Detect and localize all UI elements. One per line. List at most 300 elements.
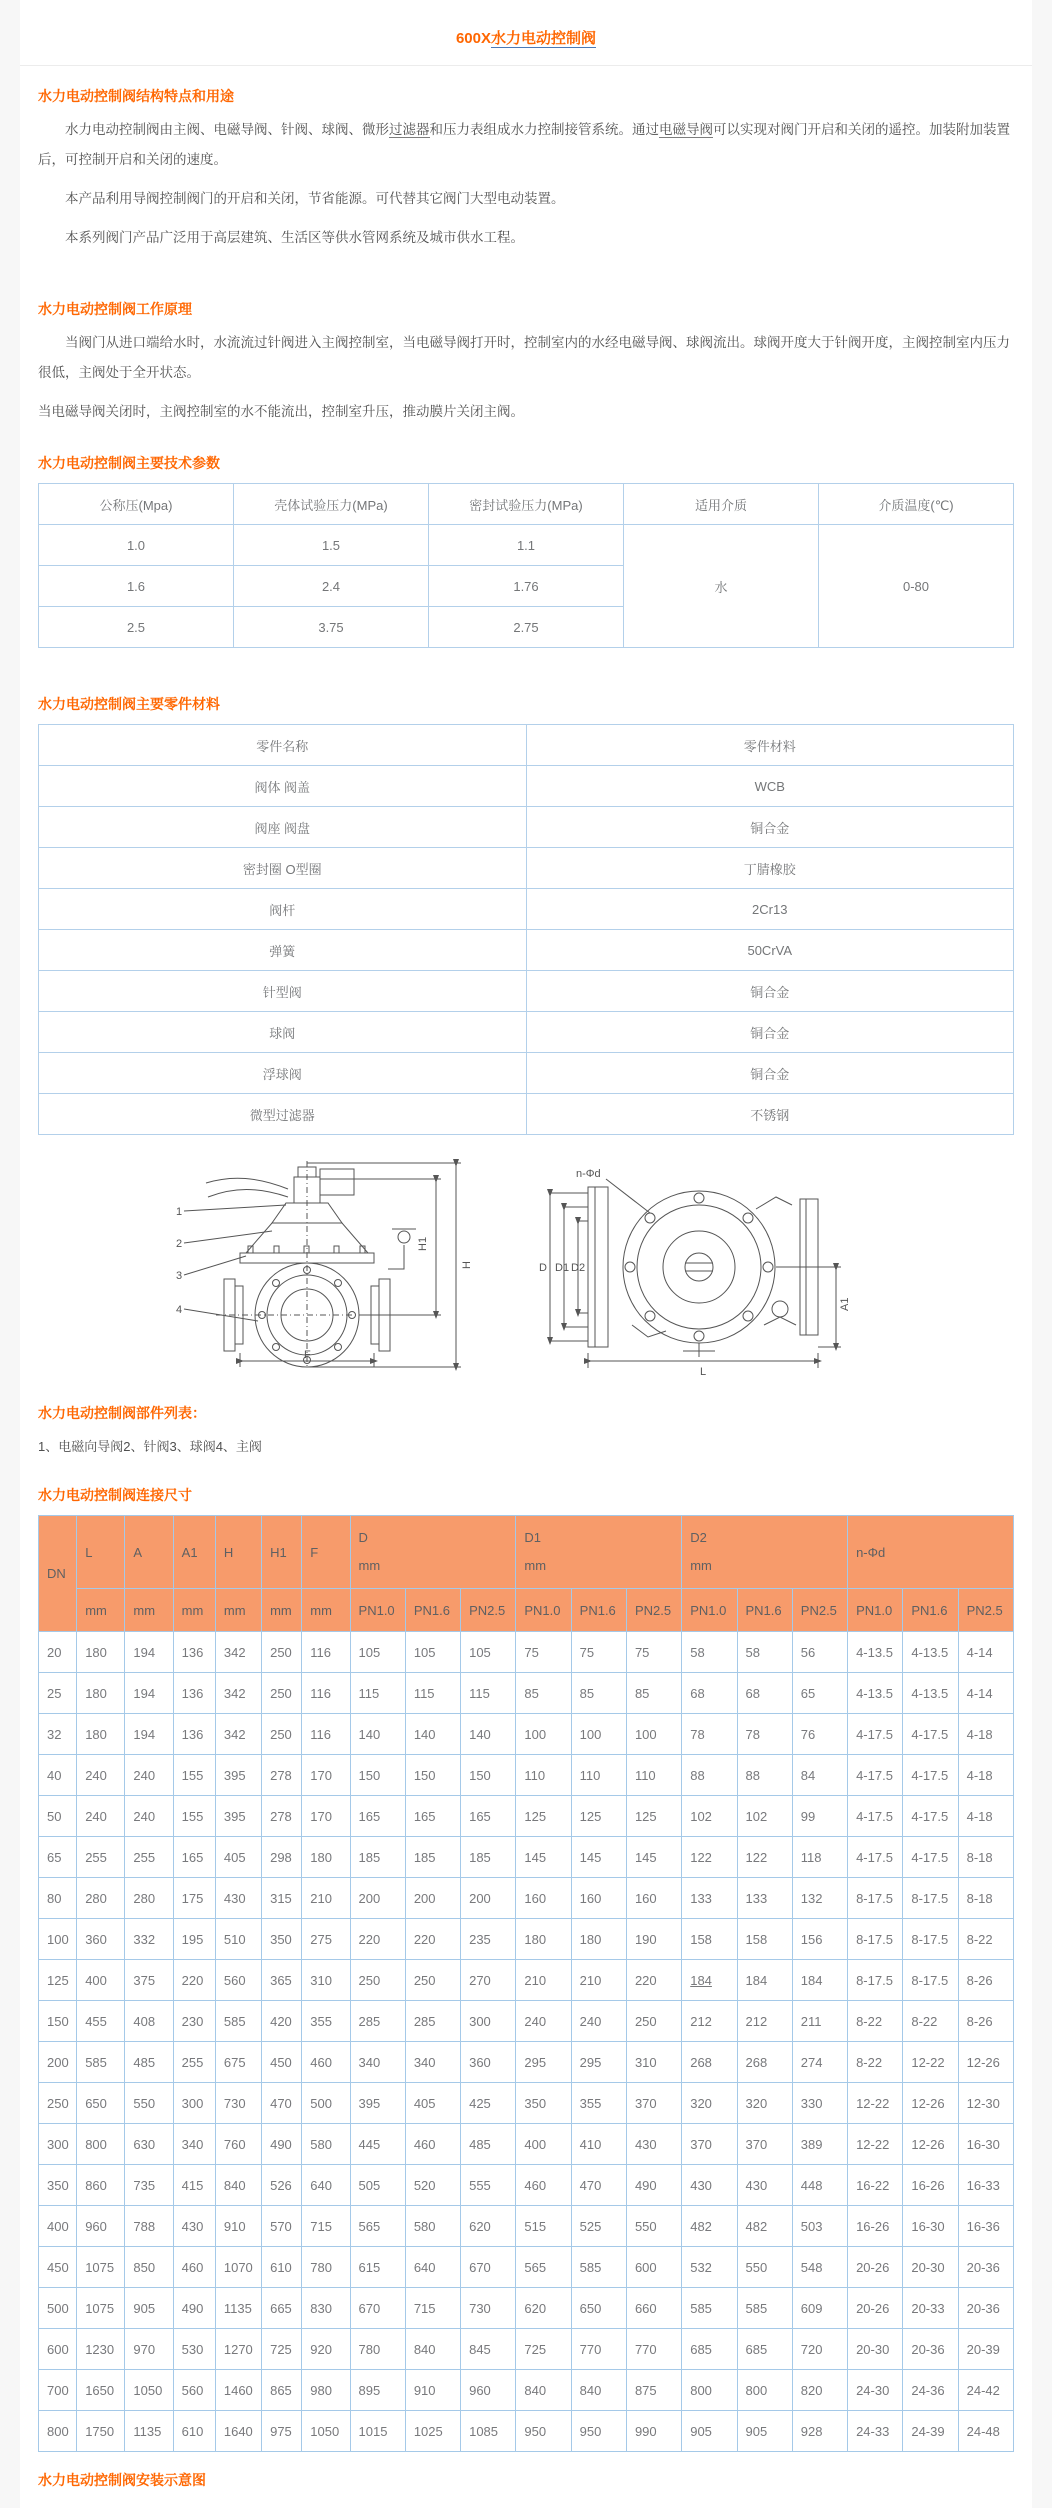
- table-cell: 285: [350, 2001, 405, 2042]
- table-cell: 132: [792, 1878, 847, 1919]
- table-cell: 320: [737, 2083, 792, 2124]
- table-cell: 150: [461, 1755, 516, 1796]
- table-cell: 4-17.5: [903, 1796, 958, 1837]
- table-row: [39, 2329, 1014, 2370]
- table-cell: 425: [461, 2083, 516, 2124]
- table-cell: 505: [350, 2165, 405, 2206]
- table-cell: 550: [737, 2247, 792, 2288]
- table-cell: 788: [125, 2206, 173, 2247]
- table-cell: 1025: [405, 2411, 460, 2452]
- table-cell: 350: [262, 1919, 302, 1960]
- table-cell: 285: [405, 2001, 460, 2042]
- dim-d1-label: D1: [555, 1262, 570, 1274]
- table-cell: 32: [39, 1714, 77, 1755]
- pilot-valve-link[interactable]: 电磁导阀: [659, 122, 713, 137]
- table-cell: 342: [215, 1673, 261, 1714]
- principle-paragraph-2: 当电磁导阀关闭时，主阀控制室的水不能流出，控制室升压，推动膜片关闭主阀。: [38, 404, 524, 419]
- table-cell: 118: [792, 1837, 847, 1878]
- table-cell: 24-36: [903, 2370, 958, 2411]
- table-cell: 525: [571, 2206, 626, 2247]
- features-paragraph-2: 本产品利用导阀控制阀门的开启和关闭，节省能源。可代替其它阀门大型电动装置。: [65, 191, 565, 206]
- table-cell: 85: [626, 1673, 681, 1714]
- table-cell: 310: [302, 1960, 350, 2001]
- table-cell: 2.4: [234, 566, 429, 607]
- column-header: 介质温度(℃): [819, 484, 1014, 525]
- table-cell: 1015: [350, 2411, 405, 2452]
- table-cell: 565: [350, 2206, 405, 2247]
- section-heading-parameters: 水力电动控制阀主要技术参数: [38, 455, 220, 471]
- table-cell: 20-36: [903, 2329, 958, 2370]
- pn-header: PN1.0: [682, 1589, 737, 1632]
- valve-front-view-diagram: [550, 1179, 841, 1368]
- table-cell: 830: [302, 2288, 350, 2329]
- column-header: 零件材料: [526, 725, 1014, 766]
- table-cell: 320: [682, 2083, 737, 2124]
- table-cell: 615: [350, 2247, 405, 2288]
- table-cell: 8-22: [848, 2001, 903, 2042]
- table-row: [39, 2206, 1014, 2247]
- table-cell: 175: [173, 1878, 215, 1919]
- table-cell: 1070: [215, 2247, 261, 2288]
- table-cell: 485: [461, 2124, 516, 2165]
- callout-2-label: 2: [176, 1238, 183, 1250]
- table-cell: 170: [302, 1755, 350, 1796]
- table-cell: 190: [626, 1919, 681, 1960]
- table-row: [39, 2288, 1014, 2329]
- dim-col-header: A: [125, 1516, 173, 1589]
- table-cell: 240: [77, 1796, 125, 1837]
- table-cell: 8-17.5: [848, 1919, 903, 1960]
- unit-header: mm: [215, 1589, 261, 1632]
- table-cell: 800: [737, 2370, 792, 2411]
- table-cell: 16-22: [848, 2165, 903, 2206]
- table-cell: 16-36: [958, 2206, 1013, 2247]
- filter-link[interactable]: 过滤器: [389, 122, 430, 137]
- table-cell: 340: [350, 2042, 405, 2083]
- table-cell: 68: [682, 1673, 737, 1714]
- table-row: [39, 930, 1014, 971]
- table-cell: 102: [737, 1796, 792, 1837]
- table-cell: 960: [77, 2206, 125, 2247]
- pn-header: PN1.6: [737, 1589, 792, 1632]
- table-cell: 360: [461, 2042, 516, 2083]
- table-cell: 660: [626, 2288, 681, 2329]
- table-cell: 125: [571, 1796, 626, 1837]
- dim-d2-label: D2: [571, 1262, 586, 1274]
- valve-drawing-svg: [136, 1149, 916, 1377]
- table-cell: 194: [125, 1673, 173, 1714]
- table-cell: 280: [125, 1878, 173, 1919]
- table-cell: 1075: [77, 2288, 125, 2329]
- pn-header: PN2.5: [626, 1589, 681, 1632]
- table-cell: 430: [215, 1878, 261, 1919]
- table-row: [39, 2165, 1014, 2206]
- table-cell: 560: [173, 2370, 215, 2411]
- table-cell: 840: [405, 2329, 460, 2370]
- dim-col-header: F: [302, 1516, 350, 1589]
- table-cell: 408: [125, 2001, 173, 2042]
- table-cell: 405: [215, 1837, 261, 1878]
- table-cell: 浮球阀: [39, 1053, 527, 1094]
- table-cell: 20-26: [848, 2288, 903, 2329]
- table-cell: 0-80: [819, 525, 1014, 648]
- table-cell: 405: [405, 2083, 460, 2124]
- table-cell: 585: [77, 2042, 125, 2083]
- table-cell: 铜合金: [526, 1012, 1014, 1053]
- table-cell: 16-33: [958, 2165, 1013, 2206]
- table-cell: 685: [737, 2329, 792, 2370]
- table-cell: 1.1: [429, 525, 624, 566]
- linked-dimension-value[interactable]: 184: [690, 1972, 712, 1988]
- table-cell: 4-17.5: [903, 1714, 958, 1755]
- table-cell: 355: [302, 2001, 350, 2042]
- table-cell: 136: [173, 1714, 215, 1755]
- table-cell: 212: [737, 2001, 792, 2042]
- table-cell: 阀座 阀盘: [39, 807, 527, 848]
- table-cell: 4-13.5: [848, 1673, 903, 1714]
- table-cell: 650: [571, 2288, 626, 2329]
- group-unit: mm: [358, 1558, 381, 1573]
- table-cell: 105: [405, 1632, 460, 1673]
- table-cell: 300: [39, 2124, 77, 2165]
- dim-a1-label: A1: [839, 1297, 851, 1311]
- table-cell: 350: [516, 2083, 571, 2124]
- table-cell: 585: [215, 2001, 261, 2042]
- table-cell: 1650: [77, 2370, 125, 2411]
- unit-header: mm: [125, 1589, 173, 1632]
- table-cell: 165: [173, 1837, 215, 1878]
- table-cell: 585: [682, 2288, 737, 2329]
- table-cell: 735: [125, 2165, 173, 2206]
- table-cell: 12-22: [848, 2124, 903, 2165]
- table-cell: 700: [39, 2370, 77, 2411]
- title-divider: [20, 65, 1032, 66]
- table-cell: 210: [516, 1960, 571, 2001]
- pn-header: PN1.0: [350, 1589, 405, 1632]
- table-cell: 600: [39, 2329, 77, 2370]
- table-cell: 100: [516, 1714, 571, 1755]
- table-cell: 1460: [215, 2370, 261, 2411]
- table-cell: 3.75: [234, 607, 429, 648]
- table-cell: 2.5: [39, 607, 234, 648]
- table-cell: 125: [39, 1960, 77, 2001]
- table-cell: 16-26: [903, 2165, 958, 2206]
- table-cell: 370: [682, 2124, 737, 2165]
- table-row: [39, 2001, 1014, 2042]
- table-cell: 145: [571, 1837, 626, 1878]
- table-cell: [682, 1960, 737, 2001]
- table-cell: 295: [516, 2042, 571, 2083]
- table-cell: 800: [77, 2124, 125, 2165]
- table-cell: 250: [39, 2083, 77, 2124]
- table-cell: 274: [792, 2042, 847, 2083]
- table-cell: 180: [302, 1837, 350, 1878]
- table-cell: 910: [215, 2206, 261, 2247]
- principle-paragraph-1: 当阀门从进口端给水时，水流流过针阀进入主阀控制室，当电磁导阀打开时，控制室内的水经电磁导阀、球阀流出。球阀开度大于针阀开度，主阀控制室内压力很低，主阀处于全开状态。: [38, 335, 1010, 380]
- table-cell: 16-30: [903, 2206, 958, 2247]
- table-cell: 389: [792, 2124, 847, 2165]
- table-cell: 不锈钢: [526, 1094, 1014, 1135]
- table-cell: 12-26: [903, 2083, 958, 2124]
- dim-col-header: H: [215, 1516, 261, 1589]
- dim-col-header: L: [77, 1516, 125, 1589]
- table-row: [39, 1960, 1014, 2001]
- table-cell: 180: [571, 1919, 626, 1960]
- table-row: [39, 766, 1014, 807]
- table-row: [39, 1673, 1014, 1714]
- valve-side-view-labels: [176, 1206, 473, 1361]
- table-cell: 630: [125, 2124, 173, 2165]
- connection-dimensions-table: [38, 1515, 1014, 2452]
- table-cell: 430: [626, 2124, 681, 2165]
- table-cell: 8-17.5: [903, 1919, 958, 1960]
- table-cell: 16-26: [848, 2206, 903, 2247]
- table-cell: 185: [405, 1837, 460, 1878]
- table-cell: 125: [516, 1796, 571, 1837]
- table-cell: 4-14: [958, 1632, 1013, 1673]
- table-cell: 58: [737, 1632, 792, 1673]
- table-cell: 675: [215, 2042, 261, 2083]
- dim-group-header-nphid: n-Φd: [848, 1516, 1014, 1589]
- table-cell: 211: [792, 2001, 847, 2042]
- group-unit: mm: [524, 1558, 547, 1573]
- table-cell: 330: [792, 2083, 847, 2124]
- paragraph-text: 可以实现对阀门开启和关闭的遥控。加装附加装置后，可控制开启和关闭的速度。: [38, 122, 1010, 167]
- table-cell: 220: [173, 1960, 215, 2001]
- table-cell: 180: [77, 1673, 125, 1714]
- table-cell: 水: [624, 525, 819, 648]
- callout-3-label: 3: [176, 1270, 183, 1282]
- table-cell: 115: [405, 1673, 460, 1714]
- table-cell: 156: [792, 1919, 847, 1960]
- table-cell: 460: [302, 2042, 350, 2083]
- table-cell: 122: [682, 1837, 737, 1878]
- table-cell: 503: [792, 2206, 847, 2247]
- table-cell: 133: [737, 1878, 792, 1919]
- table-cell: 370: [737, 2124, 792, 2165]
- table-cell: 255: [77, 1837, 125, 1878]
- table-cell: 140: [405, 1714, 460, 1755]
- table-row: [39, 1053, 1014, 1094]
- dim-l-label: L: [700, 1366, 707, 1377]
- table-cell: 1075: [77, 2247, 125, 2288]
- pn-header: PN2.5: [792, 1589, 847, 1632]
- table-cell: 490: [262, 2124, 302, 2165]
- table-cell: 532: [682, 2247, 737, 2288]
- table-row: [39, 1837, 1014, 1878]
- table-cell: 122: [737, 1837, 792, 1878]
- table-cell: 78: [682, 1714, 737, 1755]
- table-cell: 4-17.5: [848, 1755, 903, 1796]
- group-unit: mm: [690, 1558, 712, 1573]
- table-cell: 115: [461, 1673, 516, 1714]
- dim-f-label: F: [304, 1349, 311, 1361]
- table-cell: 460: [173, 2247, 215, 2288]
- table-cell: 50CrVA: [526, 930, 1014, 971]
- table-cell: 136: [173, 1632, 215, 1673]
- table-cell: 4-17.5: [903, 1837, 958, 1878]
- table-cell: 弹簧: [39, 930, 527, 971]
- table-cell: 85: [516, 1673, 571, 1714]
- document-page: [20, 0, 1032, 2508]
- table-cell: 24-42: [958, 2370, 1013, 2411]
- table-cell: 730: [461, 2288, 516, 2329]
- table-cell: 240: [125, 1755, 173, 1796]
- table-cell: 160: [571, 1878, 626, 1919]
- table-cell: 8-17.5: [903, 1878, 958, 1919]
- table-cell: 455: [77, 2001, 125, 2042]
- parts-list-text: 1、电磁向导阀2、针阀3、球阀4、主阀: [38, 1439, 262, 1454]
- table-cell: 610: [173, 2411, 215, 2452]
- table-cell: 165: [405, 1796, 460, 1837]
- table-cell: 430: [737, 2165, 792, 2206]
- table-cell: 4-17.5: [848, 1837, 903, 1878]
- table-cell: 99: [792, 1796, 847, 1837]
- table-cell: 88: [682, 1755, 737, 1796]
- table-cell: 20: [39, 1632, 77, 1673]
- table-cell: 4-18: [958, 1755, 1013, 1796]
- table-cell: 133: [682, 1878, 737, 1919]
- table-cell: 905: [737, 2411, 792, 2452]
- table-cell: 100: [571, 1714, 626, 1755]
- table-cell: 球阀: [39, 1012, 527, 1053]
- table-cell: 482: [737, 2206, 792, 2247]
- page-title-link[interactable]: 水力电动控制阀: [491, 30, 597, 47]
- table-cell: 640: [302, 2165, 350, 2206]
- table-cell: 548: [792, 2247, 847, 2288]
- table-cell: 500: [302, 2083, 350, 2124]
- table-cell: 1.5: [234, 525, 429, 566]
- table-cell: 450: [262, 2042, 302, 2083]
- table-cell: 275: [302, 1919, 350, 1960]
- table-cell: 665: [262, 2288, 302, 2329]
- table-cell: 158: [737, 1919, 792, 1960]
- table-cell: 1.6: [39, 566, 234, 607]
- table-cell: 580: [302, 2124, 350, 2165]
- table-cell: 840: [516, 2370, 571, 2411]
- table-cell: 840: [571, 2370, 626, 2411]
- table-cell: 4-17.5: [903, 1755, 958, 1796]
- table-cell: 268: [737, 2042, 792, 2083]
- section-heading-principle: 水力电动控制阀工作原理: [38, 301, 192, 317]
- table-cell: 155: [173, 1796, 215, 1837]
- table-cell: 针型阀: [39, 971, 527, 1012]
- table-row: [39, 1878, 1014, 1919]
- callout-1-label: 1: [176, 1206, 183, 1218]
- table-cell: 240: [77, 1755, 125, 1796]
- table-cell: 1270: [215, 2329, 261, 2370]
- unit-header: mm: [173, 1589, 215, 1632]
- pn-header: PN2.5: [958, 1589, 1013, 1632]
- table-cell: 340: [173, 2124, 215, 2165]
- table-cell: 25: [39, 1673, 77, 1714]
- table-cell: 铜合金: [526, 971, 1014, 1012]
- table-cell: 250: [262, 1632, 302, 1673]
- table-cell: 770: [626, 2329, 681, 2370]
- table-cell: 100: [39, 1919, 77, 1960]
- column-header: 适用介质: [624, 484, 819, 525]
- table-cell: 68: [737, 1673, 792, 1714]
- table-cell: 420: [262, 2001, 302, 2042]
- section-heading-materials: 水力电动控制阀主要零件材料: [38, 696, 220, 712]
- table-cell: 125: [626, 1796, 681, 1837]
- table-cell: 116: [302, 1714, 350, 1755]
- table-cell: 460: [516, 2165, 571, 2206]
- dim-group-header-d2: [682, 1516, 848, 1589]
- table-cell: 609: [792, 2288, 847, 2329]
- table-header-row: [39, 484, 1014, 525]
- table-cell: 105: [350, 1632, 405, 1673]
- table-cell: 180: [516, 1919, 571, 1960]
- table-cell: 975: [262, 2411, 302, 2452]
- table-row: [39, 1755, 1014, 1796]
- table-cell: 24-33: [848, 2411, 903, 2452]
- table-cell: 430: [173, 2206, 215, 2247]
- column-header: 壳体试验压力(MPa): [234, 484, 429, 525]
- table-cell: 270: [461, 1960, 516, 2001]
- column-header: 零件名称: [39, 725, 527, 766]
- table-row: [39, 889, 1014, 930]
- table-cell: 4-17.5: [848, 1796, 903, 1837]
- table-cell: 8-18: [958, 1878, 1013, 1919]
- table-cell: 560: [215, 1960, 261, 2001]
- table-cell: 115: [350, 1673, 405, 1714]
- table-cell: 1.76: [429, 566, 624, 607]
- table-cell: 8-22: [848, 2042, 903, 2083]
- table-cell: 725: [262, 2329, 302, 2370]
- table-cell: 78: [737, 1714, 792, 1755]
- table-cell: 565: [516, 2247, 571, 2288]
- table-cell: 1050: [125, 2370, 173, 2411]
- table-cell: 640: [405, 2247, 460, 2288]
- table-cell: 395: [350, 2083, 405, 2124]
- table-row: [39, 2042, 1014, 2083]
- table-cell: 20-30: [903, 2247, 958, 2288]
- table-cell: 184: [737, 1960, 792, 2001]
- table-cell: 350: [39, 2165, 77, 2206]
- table-row: [39, 1796, 1014, 1837]
- table-cell: 865: [262, 2370, 302, 2411]
- table-cell: 895: [350, 2370, 405, 2411]
- table-cell: 970: [125, 2329, 173, 2370]
- table-cell: 阀体 阀盖: [39, 766, 527, 807]
- table-cell: 8-22: [958, 1919, 1013, 1960]
- table-cell: 194: [125, 1714, 173, 1755]
- table-cell: 400: [77, 1960, 125, 2001]
- table-cell: 195: [173, 1919, 215, 1960]
- table-cell: 1050: [302, 2411, 350, 2452]
- table-row: [39, 2124, 1014, 2165]
- table-cell: 670: [350, 2288, 405, 2329]
- table-cell: 570: [262, 2206, 302, 2247]
- table-cell: 715: [405, 2288, 460, 2329]
- table-cell: 550: [125, 2083, 173, 2124]
- table-cell: 470: [262, 2083, 302, 2124]
- table-cell: 510: [215, 1919, 261, 1960]
- table-cell: 56: [792, 1632, 847, 1673]
- table-cell: 2.75: [429, 607, 624, 648]
- table-cell: 4-18: [958, 1714, 1013, 1755]
- table-cell: 555: [461, 2165, 516, 2206]
- table-row: [39, 971, 1014, 1012]
- table-cell: 1135: [125, 2411, 173, 2452]
- table-cell: 295: [571, 2042, 626, 2083]
- table-row: [39, 2370, 1014, 2411]
- table-cell: 8-17.5: [848, 1878, 903, 1919]
- table-cell: 100: [626, 1714, 681, 1755]
- table-cell: 650: [77, 2083, 125, 2124]
- table-row: [39, 2411, 1014, 2452]
